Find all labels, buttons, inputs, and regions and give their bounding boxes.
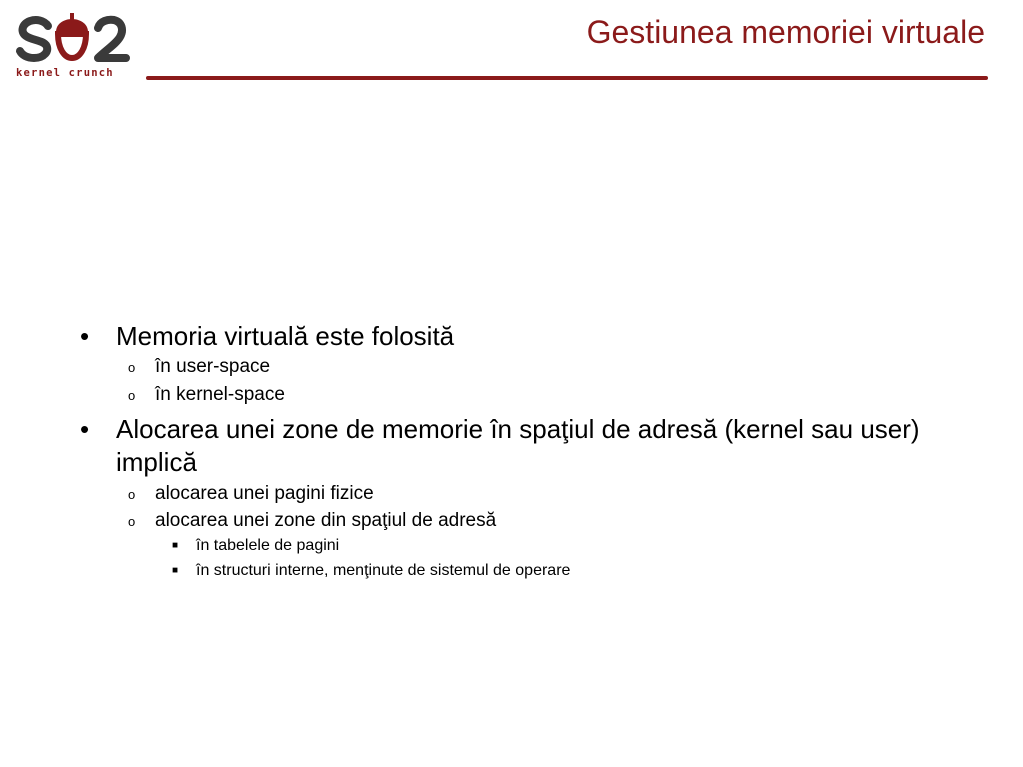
square-bullet-icon: ■	[172, 540, 179, 551]
sub-bullet-text: alocarea unei pagini fizice	[155, 483, 374, 504]
circle-bullet-icon: o	[128, 487, 136, 502]
sub-sub-bullet-text: în tabelele de pagini	[196, 537, 340, 554]
circle-bullet-icon: o	[128, 360, 136, 375]
sub-bullet-text: alocarea unei zone din spaţiul de adresă	[155, 510, 497, 531]
slide-title: Gestiunea memoriei virtuale	[586, 14, 985, 50]
circle-bullet-icon: o	[128, 514, 136, 529]
sub-bullet-text: în kernel-space	[155, 384, 285, 405]
bullet-dot-icon: •	[80, 414, 90, 444]
sub-sub-bullet-text: în structuri interne, menţinute de sistemul de operare	[196, 562, 571, 579]
bullet-dot-icon: •	[80, 321, 90, 351]
square-bullet-icon: ■	[172, 565, 179, 576]
circle-bullet-icon: o	[128, 388, 136, 403]
bullet-text: Alocarea unei zone de memorie în spaţiul de adresă (kernel sau user) implică	[116, 414, 920, 477]
sub-bullet-text: în user-space	[155, 356, 271, 377]
logo-tagline: kernel crunch	[16, 67, 114, 79]
bullet-text: Memoria virtuală este folosită	[116, 321, 455, 351]
